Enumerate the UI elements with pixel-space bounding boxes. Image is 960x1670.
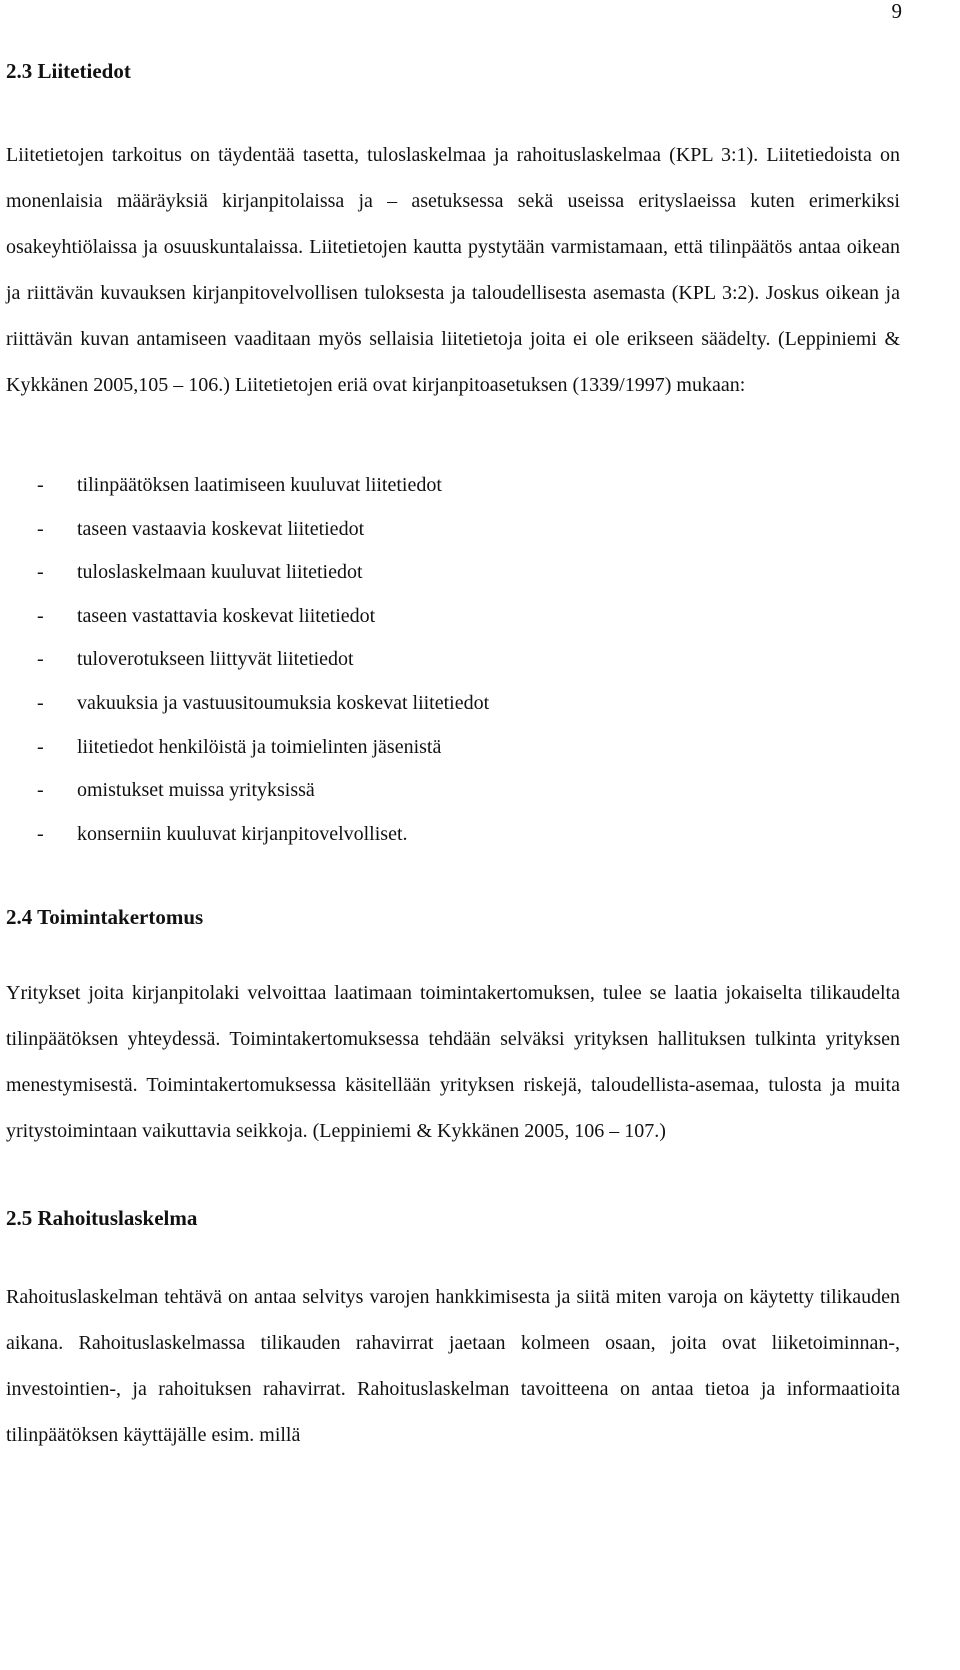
section-heading-toimintakertomus: 2.4 Toimintakertomus [6,905,204,930]
list-item [6,508,900,552]
list-dash: - [37,648,44,671]
list-dash: - [37,517,44,540]
list-item [6,813,900,857]
section-heading-liitetiedot: 2.3 Liitetiedot [6,59,131,83]
list-item [6,638,900,682]
list-item [6,595,900,639]
list-dash: - [37,822,44,845]
list-item-text: tuloverotukseen liittyvät liitetiedot [77,648,354,671]
list-dash: - [37,735,44,758]
section-heading-rahoituslaskelma: 2.5 Rahoituslaskelma [6,1206,198,1231]
list-item [6,682,900,726]
list-dash: - [37,561,44,584]
list-item-text: konserniin kuuluvat kirjanpitovelvolliset. [77,822,408,845]
list-dash: - [37,604,44,627]
paragraph-liitetiedot: Liitetietojen tarkoitus on täydentää tasetta, tuloslaskelmaa ja rahoituslaskelmaa (KPL 3:1). Liitetiedoista on monenlaisia määräyksiä kirjanpitolaissa ja – asetuksessa sekä useissa erityslaeissa kuten erimerkiksi osakeyhtiölaissa ja osuuskuntalaissa. Liitetietojen kautta pystytään varmistamaan, että tilinpäätös antaa oikean ja riittävän kuvauksen kirjanpitovelvollisen tuloksesta ja taloudellisesta asemasta (KPL 3:2). Joskus oikean ja riittävän kuvan antamiseen vaaditaan myös sellaisia liitetietoja joita ei ole erikseen säädelty. (Leppiniemi & Kykkänen 2005,105 – 106.) Liitetietojen eriä ovat kirjanpitoasetuksen (1339/1997) mukaan: [6,144,900,396]
list-item-text: omistukset muissa yrityksissä [77,779,315,802]
list-item [6,551,900,595]
page-number: 9 [891,0,902,23]
list-item-text: taseen vastaavia koskevat liitetiedot [77,517,365,540]
list-item-text: tilinpäätöksen laatimiseen kuuluvat liitetiedot [77,474,442,496]
list-item-text: tuloslaskelmaan kuuluvat liitetiedot [77,561,363,584]
list-item [6,726,900,770]
list-item-text: taseen vastattavia koskevat liitetiedot [77,604,376,627]
list-item [6,769,900,813]
list-item-text: liitetiedot henkilöistä ja toimielinten jäsenistä [77,735,442,758]
list-item [6,464,900,508]
list-item-text: vakuuksia ja vastuusitoumuksia koskevat liitetiedot [77,691,490,714]
list-dash: - [37,474,44,496]
list-dash: - [37,779,44,802]
liitetiedot-list [6,464,900,856]
paragraph-rahoituslaskelma: Rahoituslaskelman tehtävä on antaa selvitys varojen hankkimisesta ja siitä miten varoja on käytetty tilikauden aikana. Rahoituslaskelmassa tilikauden rahavirrat jaetaan kolmeen osaan, joita ovat liiketoiminnan-, investointien-, ja rahoituksen rahavirrat. Rahoituslaskelman tavoitteena on antaa tietoa ja informaatioita tilinpäätöksen käyttäjälle esim. millä [6,1286,900,1447]
list-dash: - [37,691,44,714]
paragraph-toimintakertomus: Yritykset joita kirjanpitolaki velvoittaa laatimaan toimintakertomuksen, tulee se laatia jokaiselta tilikaudelta tilinpäätöksen yhteydessä. Toimintakertomuksessa tehdään selväksi yrityksen hallituksen tulkinta yrityksen menestymisestä. Toimintakertomuksessa käsitellään yrityksen riskejä, taloudellista-asemaa, tulosta ja muita yritystoimintaan vaikuttavia seikkoja. (Leppiniemi & Kykkänen 2005, 106 – 107.) [6,982,900,1143]
page-content [6,0,900,1458]
